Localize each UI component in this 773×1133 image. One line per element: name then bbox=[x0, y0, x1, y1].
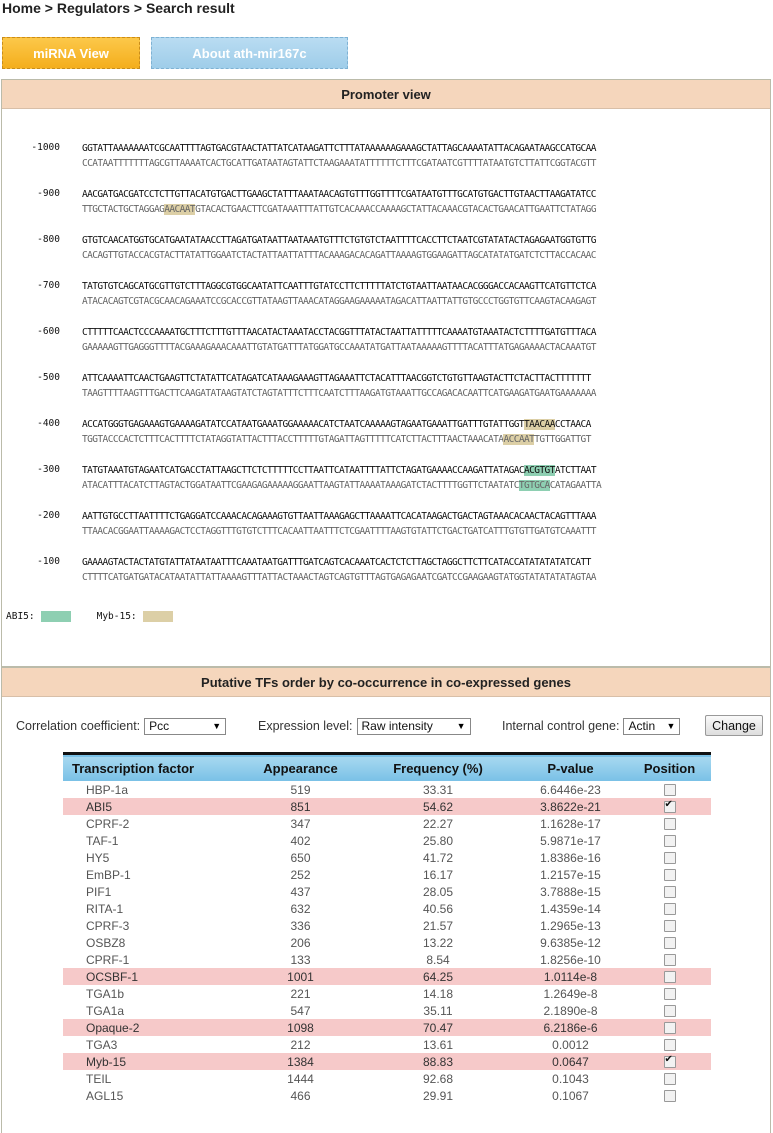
appearance-value: 402 bbox=[290, 833, 311, 848]
tf-panel bbox=[1, 667, 771, 1133]
position-checkbox[interactable] bbox=[664, 1039, 676, 1051]
reverse-strand bbox=[82, 570, 596, 585]
position-checkbox[interactable] bbox=[664, 852, 676, 864]
table-row bbox=[63, 1019, 711, 1036]
position-cell bbox=[628, 849, 711, 866]
table-row bbox=[63, 934, 711, 951]
pvalue-value: 5.9871e-17 bbox=[540, 833, 601, 848]
appearance-value: 133 bbox=[290, 952, 311, 967]
breadcrumb-separator: > bbox=[130, 0, 146, 16]
position-cell bbox=[628, 1070, 711, 1087]
appearance-value: 221 bbox=[290, 986, 311, 1001]
chevron-down-icon: ▼ bbox=[212, 721, 222, 731]
appearance-value: 1384 bbox=[238, 1053, 363, 1070]
sequence-segment: ATACACAGTCGTACGCAACAGAAATCCGCACCGTTATAAGTTAAACATAGGAAGAAAAATAGACATTAATTATTGTGCCCTGGTGTTCAAGTACAAGAGT bbox=[82, 296, 596, 307]
sequence-segment: CTTTTTCAACTCCCAAAATGCTTTCTTTGTTTAACATACTAAATACCTACGGTTTATACTAATTATTTTTCAAAATGTAAATACTCTTTTGATGTTTACA bbox=[82, 327, 596, 338]
tf-table-header bbox=[63, 754, 711, 782]
expression-value: Raw intensity bbox=[361, 719, 433, 733]
table-row bbox=[63, 1070, 711, 1087]
pvalue-value: 1.4359e-14 bbox=[540, 901, 601, 916]
position-checkbox[interactable] bbox=[664, 869, 676, 881]
sequence-position: -1000 bbox=[31, 142, 60, 153]
appearance-value: 1444 bbox=[287, 1071, 314, 1086]
table-row bbox=[63, 849, 711, 866]
table-row bbox=[63, 1002, 711, 1019]
tf-name: TEIL bbox=[86, 1071, 112, 1086]
abi5-binding-site: TGTGCA bbox=[518, 480, 550, 491]
sequence-position: -500 bbox=[37, 372, 60, 383]
correlation-value: Pcc bbox=[149, 719, 170, 733]
header-pvalue[interactable]: P-value bbox=[547, 760, 594, 776]
position-cell bbox=[628, 917, 711, 934]
tf-name: Opaque-2 bbox=[63, 1019, 238, 1036]
sequence-block bbox=[2, 314, 770, 360]
position-cell bbox=[628, 951, 711, 968]
sequence-position: -800 bbox=[37, 234, 60, 245]
forward-strand bbox=[82, 463, 596, 478]
sequence-segment: TATGTAAATGTAGAATCATGACCTATTAAGCTTCTCTTTTTCCTTAATTCATAATTTTATTCTAGATGAAAACCAAGATTATAGAC bbox=[82, 465, 524, 476]
frequency-value: 92.68 bbox=[422, 1071, 454, 1086]
sequence-position: -700 bbox=[37, 280, 60, 291]
tf-name: AGL15 bbox=[86, 1088, 124, 1103]
sequence-segment: TGTTGGATTGT bbox=[534, 434, 591, 445]
sequence-block bbox=[2, 222, 770, 268]
legend-myb15-label: Myb-15: bbox=[96, 611, 137, 622]
frequency-value: 21.57 bbox=[422, 918, 454, 933]
sequence-segment: CCTAACA bbox=[554, 419, 591, 430]
sequence-segment: ACCATGGGTGAGAAAGTGAAAAGATATCCATAATGAAATGGAAAAACATCTAATCAAAAAGTAGAATGAAATTGATTTGTATTGGT bbox=[82, 419, 524, 430]
correlation-select[interactable] bbox=[144, 718, 226, 735]
sequence-segment: TGGTACCCACTCTTTCACTTTTCTATAGGTATTACTTTACCTTTTTGTAGATTAGTTTTTCATCTTACTTTAACTAAACATA bbox=[82, 434, 504, 445]
sequence-position: -600 bbox=[37, 326, 60, 337]
position-checkbox[interactable] bbox=[664, 971, 676, 983]
appearance-value: 851 bbox=[238, 798, 363, 815]
promoter-panel bbox=[1, 79, 771, 667]
control-gene-label: Internal control gene: bbox=[502, 719, 620, 733]
sequence-segment: ATTCAAAATTCAACTGAAGTTCTATATTCATAGATCATAAAGAAAGTTAGAAATTCTACATTTAACGGTCTGTGTTAAGTACTTCTACTTACTTTTTTT bbox=[82, 373, 591, 384]
sequence-position: -400 bbox=[37, 418, 60, 429]
tf-name: TGA1a bbox=[86, 1003, 125, 1018]
frequency-value: 35.11 bbox=[423, 1003, 453, 1018]
frequency-value: 41.72 bbox=[422, 850, 454, 865]
frequency-value: 28.05 bbox=[422, 884, 454, 899]
appearance-value: 519 bbox=[290, 782, 311, 797]
promoter-sequence bbox=[2, 130, 770, 590]
position-cell bbox=[628, 815, 711, 832]
appearance-value: 206 bbox=[290, 935, 311, 950]
position-checkbox[interactable] bbox=[664, 1090, 676, 1102]
sequence-segment: TATGTGTCAGCATGCGTTGTCTTTAGGCGTGGCAATATTCAATTTGTATCCTTCTTTTTATCTGTAATTAATAACACGGGACCACAAGTTCATGTTCTCA bbox=[82, 281, 596, 292]
appearance-value: 632 bbox=[290, 901, 311, 916]
sequence-segment: AATTGTGCCTTAATTTTCTGAGGATCCAAACACAGAAAGTGTTAATTAAAGAGCTTAAAATTCACATAAGACTGACTAGTAAACACAACTACAGTTTAAA bbox=[82, 511, 596, 522]
table-row bbox=[63, 917, 711, 934]
table-row bbox=[63, 968, 711, 985]
frequency-value: 13.22 bbox=[422, 935, 454, 950]
forward-strand bbox=[82, 509, 596, 524]
position-checkbox[interactable] bbox=[664, 1022, 676, 1034]
position-checkbox[interactable] bbox=[664, 886, 676, 898]
sequence-position: -100 bbox=[37, 556, 60, 567]
reverse-strand bbox=[82, 340, 596, 355]
sequence-block bbox=[2, 406, 770, 452]
sequence-block bbox=[2, 268, 770, 314]
appearance-value: 1098 bbox=[238, 1019, 363, 1036]
frequency-value: 88.83 bbox=[363, 1053, 513, 1070]
reverse-strand bbox=[82, 248, 596, 263]
appearance-value: 212 bbox=[290, 1037, 311, 1052]
tf-panel-title: Putative TFs order by co-occurrence in co-expressed genes bbox=[2, 668, 770, 697]
appearance-value: 252 bbox=[290, 867, 311, 882]
breadcrumb-regulators[interactable]: Regulators bbox=[56, 0, 130, 16]
pvalue-value: 3.7888e-15 bbox=[540, 884, 601, 899]
position-cell bbox=[628, 934, 711, 951]
position-checkbox[interactable] bbox=[664, 1056, 676, 1068]
header-transcription-factor[interactable]: Transcription factor bbox=[72, 760, 195, 776]
forward-strand bbox=[82, 141, 596, 156]
tf-name: CPRF-2 bbox=[86, 816, 130, 831]
sequence-position: -900 bbox=[37, 188, 60, 199]
sequence-segment: GAAAAAGTTGAGGGTTTTACGAAAGAAACAAATTGTATGATTTATGGATGCCAAATATGATTAATAAAAAGTTTTACATTTATGAGAAAACTACAAATGT bbox=[82, 342, 596, 353]
sequence-block bbox=[2, 544, 770, 590]
tf-name: CPRF-3 bbox=[86, 918, 130, 933]
table-row bbox=[63, 866, 711, 883]
position-checkbox[interactable] bbox=[664, 903, 676, 915]
myb15-binding-site: TAACAA bbox=[524, 419, 555, 430]
position-checkbox[interactable] bbox=[664, 835, 676, 847]
position-checkbox[interactable] bbox=[664, 818, 676, 830]
position-checkbox[interactable] bbox=[664, 920, 676, 932]
position-cell bbox=[628, 781, 711, 798]
change-button[interactable]: Change bbox=[705, 715, 763, 736]
tf-name: PIF1 bbox=[86, 884, 112, 899]
table-row bbox=[63, 985, 711, 1002]
breadcrumb-home[interactable]: Home bbox=[2, 0, 41, 16]
table-row bbox=[63, 951, 711, 968]
table-row bbox=[63, 815, 711, 832]
reverse-strand bbox=[82, 386, 596, 401]
sequence-segment: TTGCTACTGCTAGGAG bbox=[82, 204, 165, 215]
pvalue-value: 9.6385e-12 bbox=[540, 935, 601, 950]
tf-name: Myb-15 bbox=[63, 1053, 238, 1070]
tf-name: TGA1b bbox=[86, 986, 125, 1001]
forward-strand bbox=[82, 233, 596, 248]
forward-strand bbox=[82, 325, 596, 340]
legend-myb15-swatch bbox=[143, 611, 173, 622]
sequence-position: -300 bbox=[37, 464, 60, 475]
forward-strand bbox=[82, 279, 596, 294]
tf-name: RITA-1 bbox=[86, 901, 124, 916]
breadcrumb bbox=[2, 0, 235, 16]
correlation-label: Correlation coefficient: bbox=[16, 719, 141, 733]
sequence-segment: AACGATGACGATCCTCTTGTTACATGTGACTTGAAGCTATTTAAATAACAGTGTTTGGTTTTCGATAATGTTTGCATGTGACTTGTAACTTAAGATATCC bbox=[82, 189, 596, 200]
pvalue-value: 2.1890e-8 bbox=[543, 1003, 598, 1018]
control-gene-value: Actin bbox=[628, 719, 656, 733]
table-row bbox=[63, 832, 711, 849]
sequence-segment: GTGTCAACATGGTGCATGAATATAACCTTAGATGATAATTAATAAATGTTTCTGTGTCTAATTTTCACCTTCTAATCGTATATACTAGAGAATGGTGTTG bbox=[82, 235, 596, 246]
table-row bbox=[63, 883, 711, 900]
position-checkbox[interactable] bbox=[664, 954, 676, 966]
sequence-segment: CTTTTCATGATGATACATAATATTATTAAAAGTTTATTACTAAACTAGTCAGTGTTTAGTGAGAGAATCGATCCGAAGAAGTATGGTATATATATAGTAA bbox=[82, 572, 596, 583]
frequency-value: 70.47 bbox=[363, 1019, 513, 1036]
sequence-segment: ATACATTTACATCTTAGTACTGGATAATTCGAAGAGAAAAAGGAATTAAGTATTAAAATAAAGATCTACTTTTGGTTCTAATATC bbox=[82, 480, 519, 491]
frequency-value: 64.25 bbox=[363, 968, 513, 985]
control-gene-select[interactable] bbox=[623, 718, 680, 735]
sequence-segment: TTAACACGGAATTAAAAGACTCCTAGGTTTGTGTCTTTCACAATTAATTTCTCGAATTTTAAGTGTATTCTGACTGATCATTTGTGTTGATGTCAAATTT bbox=[82, 526, 596, 537]
position-checkbox[interactable] bbox=[664, 801, 676, 813]
pvalue-value: 0.0012 bbox=[552, 1037, 589, 1052]
header-appearance[interactable]: Appearance bbox=[263, 760, 338, 776]
sequence-position: -200 bbox=[37, 510, 60, 521]
position-cell bbox=[628, 900, 711, 917]
frequency-value: 33.31 bbox=[422, 782, 454, 797]
position-cell bbox=[628, 1087, 711, 1104]
position-cell bbox=[628, 985, 711, 1002]
legend bbox=[6, 611, 173, 622]
breadcrumb-current: Search result bbox=[145, 0, 235, 16]
mirna-view-button[interactable]: miRNA View bbox=[2, 37, 140, 69]
frequency-value: 22.27 bbox=[422, 816, 454, 831]
table-row bbox=[63, 900, 711, 917]
frequency-value: 16.17 bbox=[422, 867, 454, 882]
reverse-strand bbox=[82, 294, 596, 309]
table-row bbox=[63, 781, 711, 798]
chevron-down-icon: ▼ bbox=[666, 721, 676, 731]
pvalue-value: 6.6446e-23 bbox=[540, 782, 601, 797]
frequency-value: 40.56 bbox=[422, 901, 454, 916]
frequency-value: 14.18 bbox=[422, 986, 454, 1001]
pvalue-value: 1.2649e-8 bbox=[543, 986, 598, 1001]
forward-strand bbox=[82, 187, 596, 202]
pvalue-value: 0.1067 bbox=[552, 1088, 589, 1103]
position-cell bbox=[628, 1002, 711, 1019]
pvalue-value: 3.8622e-21 bbox=[513, 798, 628, 815]
appearance-value: 347 bbox=[290, 816, 311, 831]
frequency-value: 54.62 bbox=[363, 798, 513, 815]
pvalue-value: 1.1628e-17 bbox=[540, 816, 601, 831]
tf-name: TGA3 bbox=[86, 1037, 118, 1052]
sequence-block bbox=[2, 360, 770, 406]
tf-name: CPRF-1 bbox=[86, 952, 130, 967]
position-checkbox[interactable] bbox=[664, 937, 676, 949]
position-checkbox[interactable] bbox=[664, 1005, 676, 1017]
reverse-strand bbox=[82, 478, 601, 493]
forward-strand bbox=[82, 371, 591, 386]
legend-abi5-swatch bbox=[41, 611, 71, 622]
sequence-segment: TAAGTTTTAAGTTTGACTTCAAGATATAAGTATCTAGTATTTCTTTCAATCTTTAAGATGTAAATTGCCAGACACAATTCATGAAGATGAATGAAAAAAA bbox=[82, 388, 596, 399]
tf-name: HY5 bbox=[86, 850, 110, 865]
header-frequency[interactable]: Frequency (%) bbox=[393, 760, 483, 776]
frequency-value: 13.61 bbox=[422, 1037, 454, 1052]
appearance-value: 336 bbox=[290, 918, 311, 933]
tf-name: TAF-1 bbox=[86, 833, 119, 848]
pvalue-value: 1.8256e-10 bbox=[540, 952, 601, 967]
tf-table bbox=[63, 752, 711, 1104]
pvalue-value: 6.2186e-6 bbox=[513, 1019, 628, 1036]
sequence-segment: CATAGAATTA bbox=[549, 480, 602, 491]
appearance-value: 466 bbox=[290, 1088, 311, 1103]
tf-name: EmBP-1 bbox=[86, 867, 131, 882]
pvalue-value: 0.0647 bbox=[513, 1053, 628, 1070]
position-checkbox[interactable] bbox=[664, 1073, 676, 1085]
chevron-down-icon: ▼ bbox=[456, 721, 466, 731]
reverse-strand bbox=[82, 524, 596, 539]
sequence-segment: ATCTTAAT bbox=[554, 465, 596, 476]
sequence-block bbox=[2, 452, 770, 498]
reverse-strand bbox=[82, 156, 596, 171]
sequence-segment: GGTATTAAAAAAATCGCAATTTTAGTGACGTAACTATTATCATAAGATTCTTTATAAAAAAGAAAGCTATTAGCAAAATATTACAGAATAAGCCATGCAA bbox=[82, 143, 596, 154]
breadcrumb-separator: > bbox=[40, 0, 57, 16]
myb15-binding-site: ACCAAT bbox=[503, 434, 535, 445]
position-checkbox[interactable] bbox=[664, 784, 676, 796]
forward-strand bbox=[82, 417, 591, 432]
sequence-block bbox=[2, 176, 770, 222]
expression-label: Expression level: bbox=[258, 719, 353, 733]
table-row bbox=[63, 1053, 711, 1070]
frequency-value: 8.54 bbox=[426, 952, 450, 967]
sequence-segment: CCATAATTTTTTTAGCGTTAAAATCACTGCATTGATAATAGTATTCTAAGAAATATTTTTTCTTTCGATAATCGTTTTATAATGTCTTATTCGGTACGTT bbox=[82, 158, 596, 169]
promoter-panel-title: Promoter view bbox=[2, 80, 770, 109]
sequence-segment: GTACACTGAACTTCGATAAATTTATTGTCACAAACCAAAAGCTATTACAAACGTACACTGAACATTGAATTCTATAGG bbox=[195, 204, 596, 215]
table-row bbox=[63, 1036, 711, 1053]
position-cell bbox=[628, 1019, 711, 1036]
header-position[interactable]: Position bbox=[643, 760, 696, 776]
appearance-value: 650 bbox=[290, 850, 311, 865]
sequence-segment: CACAGTTGTACCACGTACTTATATTGGAATCTACTATTAATTATTTACAAAGACACAGATTAAAAGTGGAAGATTAGCATATATGATCTCTTACCACAAC bbox=[82, 250, 596, 261]
reverse-strand bbox=[82, 432, 591, 447]
frequency-value: 25.80 bbox=[422, 833, 454, 848]
table-row bbox=[63, 798, 711, 815]
tf-name: ABI5 bbox=[63, 798, 238, 815]
position-cell bbox=[628, 1053, 711, 1070]
sequence-segment: GAAAAGTACTACTATGTATTATAATAATTTCAAATAATGATTTGATCAGTCACAAATCACTCTCTTAGCTAGGCTTCTTCATACCATATATATATCATT bbox=[82, 557, 591, 568]
about-mirna-button[interactable]: About ath-mir167c bbox=[151, 37, 348, 69]
tf-name: OCSBF-1 bbox=[63, 968, 238, 985]
position-cell bbox=[628, 968, 711, 985]
position-cell bbox=[628, 798, 711, 815]
tf-name: OSBZ8 bbox=[86, 935, 126, 950]
appearance-value: 547 bbox=[290, 1003, 311, 1018]
position-cell bbox=[628, 1036, 711, 1053]
myb15-binding-site: AACAAT bbox=[164, 204, 196, 215]
position-cell bbox=[628, 883, 711, 900]
pvalue-value: 1.2157e-15 bbox=[540, 867, 601, 882]
frequency-value: 29.91 bbox=[422, 1088, 454, 1103]
forward-strand bbox=[82, 555, 591, 570]
position-checkbox[interactable] bbox=[664, 988, 676, 1000]
position-cell bbox=[628, 866, 711, 883]
abi5-binding-site: ACGTGT bbox=[524, 465, 555, 476]
reverse-strand bbox=[82, 202, 596, 217]
table-row bbox=[63, 1087, 711, 1104]
pvalue-value: 1.8386e-16 bbox=[540, 850, 601, 865]
expression-select[interactable] bbox=[357, 718, 471, 735]
sequence-block bbox=[2, 130, 770, 176]
tf-name: HBP-1a bbox=[86, 782, 129, 797]
pvalue-value: 0.1043 bbox=[552, 1071, 589, 1086]
position-cell bbox=[628, 832, 711, 849]
pvalue-value: 1.0114e-8 bbox=[513, 968, 628, 985]
legend-abi5-label: ABI5: bbox=[6, 611, 35, 622]
appearance-value: 1001 bbox=[238, 968, 363, 985]
appearance-value: 437 bbox=[290, 884, 311, 899]
pvalue-value: 1.2965e-13 bbox=[540, 918, 601, 933]
sequence-block bbox=[2, 498, 770, 544]
